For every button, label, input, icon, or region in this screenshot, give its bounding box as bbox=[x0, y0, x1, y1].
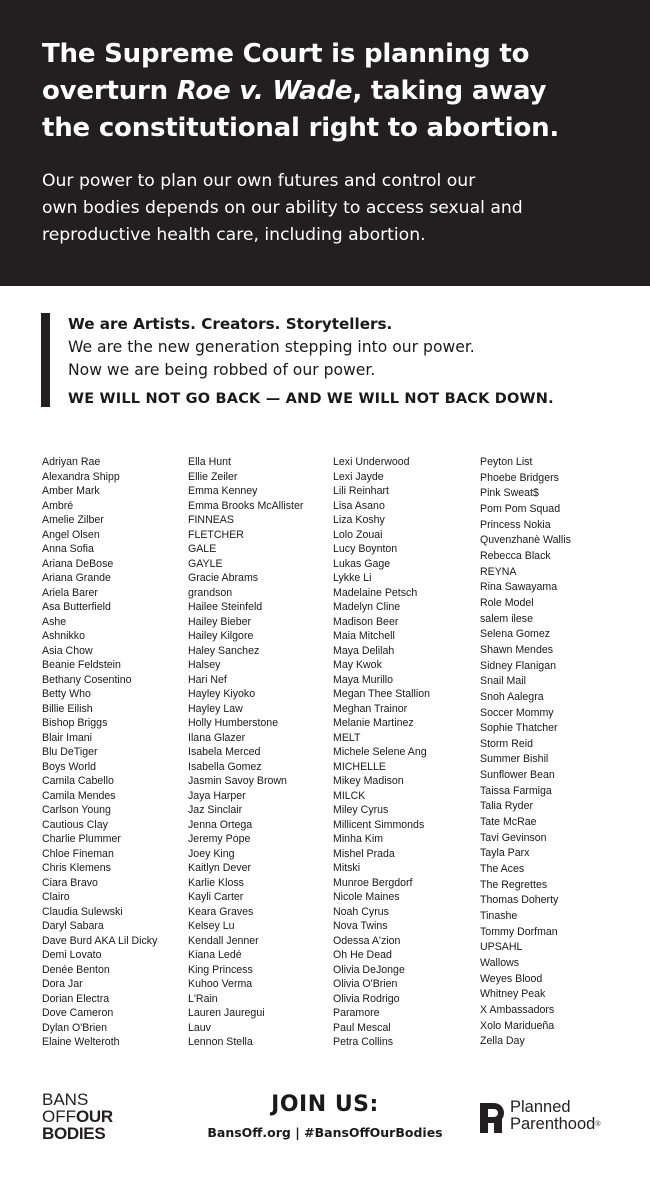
signatory-name: Oh He Dead bbox=[333, 949, 392, 961]
signatory-name: Dave Burd AKA Lil Dicky bbox=[42, 934, 158, 947]
signatory-name: Tayla Parx bbox=[480, 847, 530, 860]
join-us-callout bbox=[180, 1091, 470, 1140]
manifesto-block bbox=[41, 313, 554, 407]
signatory-name: Pink Sweat$ bbox=[480, 487, 539, 500]
signatory-name: Jaya Harper bbox=[188, 789, 246, 802]
signatory-name: Joey King bbox=[188, 847, 235, 860]
signatory-name: Dorian Electra bbox=[42, 992, 110, 1005]
signatory-name: Chris Klemens bbox=[42, 862, 111, 874]
signatory-name: The Aces bbox=[480, 863, 525, 876]
signatory-name: Maia Mitchell bbox=[333, 630, 395, 642]
signatory-name: Asa Butterfield bbox=[42, 601, 111, 613]
signatory-name: Daryl Sabara bbox=[42, 920, 104, 932]
hero-body-line-3: reproductive health care, including abortion. bbox=[42, 225, 426, 245]
planned-parenthood-logo bbox=[480, 1099, 630, 1139]
signatory-name: Ariana Grande bbox=[42, 572, 111, 584]
signatory-name: Kuhoo Verma bbox=[188, 978, 253, 990]
signatory-name: Tommy Dorfman bbox=[480, 925, 558, 938]
manifesto-line-3: Now we are being robbed of our power. bbox=[68, 361, 376, 379]
signatory-name: GAYLE bbox=[188, 557, 223, 570]
signatory-name: Karlie Kloss bbox=[188, 876, 244, 889]
signatory-name: Taissa Farmiga bbox=[480, 784, 552, 797]
signatory-name: Keara Graves bbox=[188, 905, 254, 918]
signatory-name: Isabela Merced bbox=[188, 746, 261, 758]
signatory-name: Pom Pom Squad bbox=[480, 502, 561, 515]
signatory-name: Princess Nokia bbox=[480, 518, 551, 531]
signatory-name: Jenna Ortega bbox=[188, 818, 253, 831]
signatory-name: Camila Mendes bbox=[42, 789, 116, 802]
signatory-name: Olivia DeJonge bbox=[333, 963, 405, 976]
signatory-name: Denée Benton bbox=[42, 963, 110, 976]
signatory-name: Boys World bbox=[42, 760, 96, 773]
signatory-name: Summer Bishil bbox=[480, 753, 549, 766]
signatory-name: Angel Olsen bbox=[42, 528, 100, 541]
signatory-name: Amelie Zilber bbox=[42, 514, 104, 526]
signatory-name: Lukas Gage bbox=[333, 557, 391, 570]
signatory-name: Sunflower Bean bbox=[480, 769, 555, 782]
signatory-name: Amber Mark bbox=[42, 485, 100, 497]
hero-banner bbox=[0, 0, 650, 286]
headline-line-2 bbox=[42, 73, 608, 110]
signatory-name: Lisa Asano bbox=[333, 499, 385, 512]
signatory-name: Betty Who bbox=[42, 688, 91, 700]
headline-part: , taking away bbox=[352, 76, 547, 106]
manifesto-line-4: WE WILL NOT GO BACK — AND WE WILL NOT BACK DOWN. bbox=[68, 391, 554, 407]
join-us-links[interactable]: BansOff.org | #BansOffOurBodies bbox=[207, 1125, 443, 1140]
signatory-name: Nova Twins bbox=[333, 920, 388, 932]
signatory-name: Peyton List bbox=[480, 456, 533, 468]
signatory-name: Kelsey Lu bbox=[188, 920, 235, 932]
signatory-name: Jaz Sinclair bbox=[188, 804, 243, 816]
signatory-name: Bishop Briggs bbox=[42, 717, 108, 729]
bans-logo-line-1: BANS bbox=[42, 1090, 89, 1109]
signatory-name: Lucy Boynton bbox=[333, 543, 398, 555]
planned-parenthood-icon bbox=[480, 1103, 504, 1133]
signatory-name: Selena Gomez bbox=[480, 628, 551, 641]
signatory-name: Lauv bbox=[188, 1021, 211, 1034]
bans-off-our-bodies-logo bbox=[42, 1091, 113, 1142]
signatory-name: Charlie Plummer bbox=[42, 833, 121, 845]
signatory-name: Haley Sanchez bbox=[188, 644, 260, 657]
pp-line-1: Planned bbox=[510, 1098, 571, 1116]
signatory-name: Isabella Gomez bbox=[188, 760, 262, 773]
signatory-column-2 bbox=[188, 455, 333, 1050]
hero-body bbox=[42, 168, 608, 249]
signatory-name: REYNA bbox=[480, 565, 517, 578]
signatory-name: Paul Mescal bbox=[333, 1021, 391, 1034]
signatory-name: Ella Hunt bbox=[188, 456, 231, 468]
headline-part: overturn bbox=[42, 76, 177, 106]
signatory-name: Michele Selene Ang bbox=[333, 746, 427, 758]
signatory-name: Ellie Zeiler bbox=[188, 470, 238, 483]
signatory-name: Dove Cameron bbox=[42, 1007, 114, 1019]
signatory-name: Ambré bbox=[42, 499, 74, 512]
signatory-name: Demi Lovato bbox=[42, 949, 102, 961]
pp-line-2 bbox=[510, 1116, 601, 1133]
signatory-name: Mikey Madison bbox=[333, 775, 404, 787]
signatory-name: Talia Ryder bbox=[480, 800, 533, 813]
signatory-name: MELT bbox=[333, 731, 361, 744]
signatory-name: Olivia O'Brien bbox=[333, 978, 398, 990]
signatory-name: Jasmin Savoy Brown bbox=[188, 775, 287, 787]
signatory-name: Xolo Maridueña bbox=[480, 1019, 555, 1032]
signatory-name: The Regrettes bbox=[480, 878, 548, 891]
signatory-name: Halsey bbox=[188, 659, 221, 671]
signatory-name: Carlson Young bbox=[42, 804, 111, 816]
signatory-name: Tinashe bbox=[480, 910, 518, 923]
signatory-name: Gracie Abrams bbox=[188, 572, 259, 584]
signatory-column-3 bbox=[333, 455, 478, 1050]
signatory-name: Asia Chow bbox=[42, 644, 93, 657]
signatory-name: Shawn Mendes bbox=[480, 643, 554, 656]
hero-body-line-1: Our power to plan our own futures and control our bbox=[42, 171, 476, 191]
signatory-name: Madelyn Cline bbox=[333, 601, 401, 613]
signatory-name: Sophie Thatcher bbox=[480, 722, 558, 735]
signatory-name: Ashe bbox=[42, 615, 67, 628]
signatory-name: Hailey Bieber bbox=[188, 615, 252, 628]
signatory-name: Clairo bbox=[42, 891, 70, 903]
signatory-name: Dora Jar bbox=[42, 978, 83, 990]
signatory-name: Beanie Feldstein bbox=[42, 659, 121, 671]
signatory-name: FINNEAS bbox=[188, 514, 234, 526]
signatory-name: Adriyan Rae bbox=[42, 456, 101, 468]
signatory-name: Jeremy Pope bbox=[188, 833, 251, 845]
signatory-name: Maya Murillo bbox=[333, 673, 394, 686]
signatory-name: Ciara Bravo bbox=[42, 876, 98, 889]
signatory-name: Ashnikko bbox=[42, 630, 85, 642]
manifesto-line-2: We are the new generation stepping into our power. bbox=[68, 338, 475, 356]
bans-logo-off: OFF bbox=[42, 1107, 76, 1126]
manifesto-line-1: We are Artists. Creators. Storytellers. bbox=[68, 315, 393, 333]
signatory-name: Claudia Sulewski bbox=[42, 905, 123, 918]
signatory-name: Noah Cyrus bbox=[333, 905, 389, 918]
signatory-name: Rebecca Black bbox=[480, 549, 551, 562]
signatory-name: Maya Delilah bbox=[333, 644, 395, 657]
signatory-name: Camila Cabello bbox=[42, 775, 114, 787]
signatory-name: Lennon Stella bbox=[188, 1036, 253, 1048]
signatory-name: Soccer Mommy bbox=[480, 706, 554, 719]
planned-parenthood-wordmark bbox=[510, 1099, 601, 1133]
signatory-name: May Kwok bbox=[333, 659, 382, 671]
signatory-name: Weyes Blood bbox=[480, 972, 543, 985]
signatory-name: Snail Mail bbox=[480, 675, 526, 688]
signatory-name: Phoebe Bridgers bbox=[480, 471, 559, 484]
signatory-name: Storm Reid bbox=[480, 737, 533, 750]
bans-logo-our: OUR bbox=[76, 1107, 113, 1126]
signatory-name: Emma Brooks McAllister bbox=[188, 499, 304, 512]
signatory-name: Lexi Jayde bbox=[333, 470, 384, 483]
signatory-name: Thomas Doherty bbox=[480, 894, 559, 907]
signatory-name: Mishel Prada bbox=[333, 847, 395, 860]
signatory-name: MICHELLE bbox=[333, 760, 386, 773]
signatory-name: Ariana DeBose bbox=[42, 557, 114, 570]
signatory-name: Snoh Aalegra bbox=[480, 690, 544, 703]
signatory-name: Anna Sofia bbox=[42, 543, 94, 555]
signatory-name: Ilana Glazer bbox=[188, 731, 246, 744]
signatory-name: Blair Imani bbox=[42, 731, 93, 744]
signatory-name: X Ambassadors bbox=[480, 1003, 555, 1016]
signatory-name: Odessa A'zion bbox=[333, 934, 401, 947]
signatory-name: Chloe Fineman bbox=[42, 847, 114, 860]
signatory-name: Tavi Gevinson bbox=[480, 831, 547, 844]
signatory-name: Petra Collins bbox=[333, 1036, 394, 1048]
signatory-name: Kendall Jenner bbox=[188, 934, 259, 947]
signatory-name: Megan Thee Stallion bbox=[333, 688, 430, 700]
signatory-name: Zella Day bbox=[480, 1035, 525, 1048]
headline-line-3: the constitutional right to abortion. bbox=[42, 113, 560, 143]
signatory-name: Emma Kenney bbox=[188, 485, 258, 497]
signatory-name: GALE bbox=[188, 543, 217, 555]
signatory-name: Hari Nef bbox=[188, 673, 227, 686]
signatory-name: Mitski bbox=[333, 862, 361, 874]
signatory-name: Elaine Welteroth bbox=[42, 1036, 120, 1048]
signatory-name: Lykke Li bbox=[333, 572, 372, 584]
signatory-name: Meghan Trainor bbox=[333, 702, 408, 715]
pp-line-2-text: Parenthood bbox=[510, 1115, 596, 1133]
signatory-name: Olivia Rodrigo bbox=[333, 992, 400, 1005]
signatory-name: Lexi Underwood bbox=[333, 456, 410, 468]
join-us-title: JOIN US: bbox=[271, 1092, 379, 1117]
signatory-name: Lauren Jauregui bbox=[188, 1007, 265, 1019]
signatory-name: Kayli Carter bbox=[188, 891, 244, 903]
signatory-name: Munroe Bergdorf bbox=[333, 876, 413, 889]
signatory-name: Lili Reinhart bbox=[333, 485, 389, 497]
signatory-name: Kiana Ledé bbox=[188, 949, 242, 961]
headline-line-1: The Supreme Court is planning to bbox=[42, 39, 530, 69]
signatory-name: Hailey Kilgore bbox=[188, 630, 254, 642]
signatory-name: Miley Cyrus bbox=[333, 804, 389, 816]
signatory-name: Hayley Law bbox=[188, 702, 243, 715]
signatory-name: grandson bbox=[188, 586, 233, 599]
signatory-name: Ariela Barer bbox=[42, 586, 98, 599]
signatory-name: Blu DeTiger bbox=[42, 746, 98, 758]
signatory-name: Liza Koshy bbox=[333, 514, 385, 526]
hero-body-line-2: own bodies depends on our ability to access sexual and bbox=[42, 198, 523, 218]
bans-logo-line-2 bbox=[42, 1108, 113, 1125]
bans-logo-line-3: BODIES bbox=[42, 1124, 106, 1143]
signatory-name: salem ilese bbox=[480, 612, 533, 625]
signatory-name: UPSAHL bbox=[480, 941, 523, 954]
signatory-name: Quvenzhanè Wallis bbox=[480, 534, 571, 547]
signatory-name: Rina Sawayama bbox=[480, 581, 558, 594]
signatory-name: Holly Humberstone bbox=[188, 717, 279, 729]
signatory-name: Alexandra Shipp bbox=[42, 470, 120, 483]
signatory-name: Hailee Steinfeld bbox=[188, 601, 263, 613]
signatory-column-1 bbox=[42, 455, 187, 1050]
signatory-column-4 bbox=[480, 455, 625, 1050]
signatory-name: Kaitlyn Dever bbox=[188, 862, 251, 874]
registered-mark: ® bbox=[595, 1121, 601, 1128]
signatory-name: Wallows bbox=[480, 957, 520, 969]
signatory-name: L'Rain bbox=[188, 992, 218, 1005]
signatory-name: Nicole Maines bbox=[333, 891, 400, 903]
signatory-name: Melanie Martinez bbox=[333, 717, 414, 729]
signatory-name: Hayley Kiyoko bbox=[188, 688, 256, 700]
signatory-name: Role Model bbox=[480, 596, 534, 609]
signatory-name: Sidney Flanigan bbox=[480, 659, 556, 672]
case-name: Roe v. Wade bbox=[176, 76, 353, 106]
signatory-name: Billie Eilish bbox=[42, 702, 93, 715]
signatory-name: Bethany Cosentino bbox=[42, 673, 132, 686]
signatory-name: Minha Kim bbox=[333, 833, 384, 845]
signatory-name: MILCK bbox=[333, 789, 366, 802]
footer bbox=[0, 1085, 650, 1181]
headline bbox=[42, 36, 608, 147]
signatory-name: King Princess bbox=[188, 963, 253, 976]
signatory-name: Madelaine Petsch bbox=[333, 586, 418, 599]
signatory-name: Madison Beer bbox=[333, 615, 399, 628]
signatory-name: FLETCHER bbox=[188, 528, 244, 541]
signatory-name: Tate McRae bbox=[480, 816, 537, 829]
signatory-name: Cautious Clay bbox=[42, 818, 108, 831]
signatory-name: Paramore bbox=[333, 1007, 380, 1019]
signatory-name: Dylan O'Brien bbox=[42, 1021, 108, 1034]
signatory-name: Whitney Peak bbox=[480, 988, 546, 1001]
signatory-name: Lolo Zouai bbox=[333, 528, 383, 541]
signatory-list bbox=[42, 455, 622, 1055]
signatory-name: Millicent Simmonds bbox=[333, 818, 425, 831]
